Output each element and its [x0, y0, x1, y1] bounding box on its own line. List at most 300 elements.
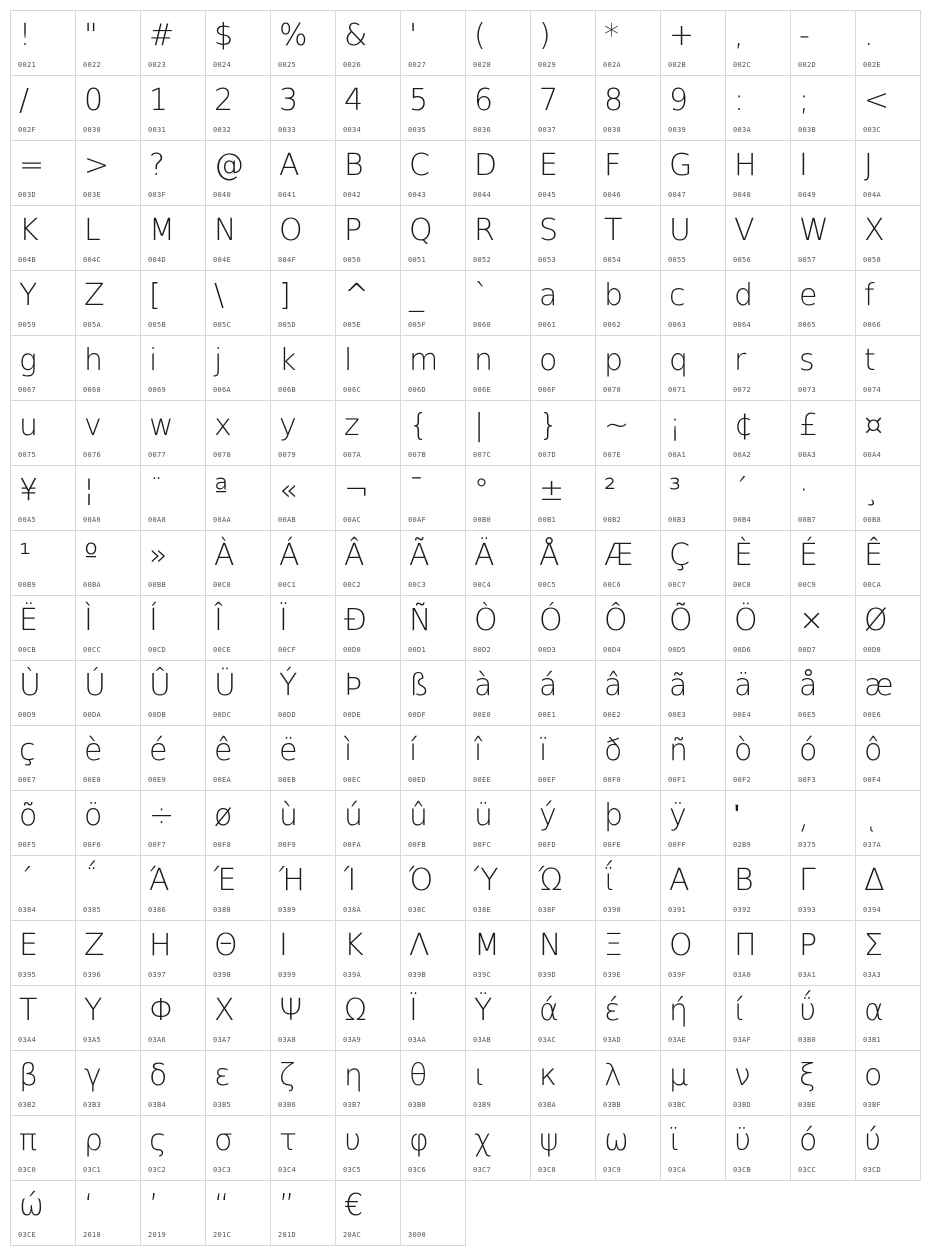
glyph-cell — [531, 336, 596, 401]
glyph-sample: ΄ — [19, 863, 34, 898]
glyph-cell — [336, 76, 401, 141]
glyph-cell — [596, 11, 661, 76]
glyph-sample: A — [279, 148, 300, 183]
codepoint-label: 0078 — [213, 451, 232, 459]
glyph-cell — [401, 336, 466, 401]
codepoint-label: 00E0 — [473, 711, 492, 719]
codepoint-label: 00F5 — [18, 841, 37, 849]
glyph-cell — [141, 271, 206, 336]
codepoint-label: 0057 — [798, 256, 817, 264]
glyph-cell — [596, 271, 661, 336]
codepoint-label: 00A3 — [798, 451, 817, 459]
glyph-cell — [791, 791, 856, 856]
glyph-sample: ε — [214, 1058, 231, 1093]
glyph-cell — [466, 141, 531, 206]
glyph-cell — [76, 336, 141, 401]
codepoint-label: 004A — [863, 191, 882, 199]
glyph-sample: y — [279, 408, 297, 443]
glyph-cell — [531, 1051, 596, 1116]
codepoint-label: 039D — [538, 971, 557, 979]
glyph-cell — [791, 726, 856, 791]
glyph-cell — [661, 531, 726, 596]
glyph-sample: ” — [279, 1188, 295, 1223]
glyph-sample: ξ — [799, 1058, 816, 1093]
glyph-cell — [661, 791, 726, 856]
glyph-cell — [466, 596, 531, 661]
glyph-cell — [661, 76, 726, 141]
glyph-cell — [661, 336, 726, 401]
codepoint-label: 0071 — [668, 386, 687, 394]
glyph-sample: Â — [344, 538, 365, 573]
glyph-sample: Ø — [864, 603, 888, 638]
glyph-sample: Ò — [474, 603, 498, 638]
codepoint-label: 0045 — [538, 191, 557, 199]
glyph-cell — [596, 856, 661, 921]
glyph-cell — [76, 1116, 141, 1181]
glyph-cell — [141, 791, 206, 856]
glyph-cell — [466, 791, 531, 856]
glyph-sample: Δ — [864, 863, 885, 898]
codepoint-label: 00F9 — [278, 841, 297, 849]
codepoint-label: 0070 — [603, 386, 622, 394]
glyph-cell — [141, 856, 206, 921]
codepoint-label: 0076 — [83, 451, 102, 459]
codepoint-label: 0074 — [863, 386, 882, 394]
codepoint-label: 00B2 — [603, 516, 622, 524]
glyph-sample: æ — [864, 668, 894, 703]
codepoint-label: 00A8 — [148, 516, 167, 524]
glyph-cell — [596, 986, 661, 1051]
glyph-sample: θ — [409, 1058, 428, 1093]
glyph-sample: ù — [279, 798, 299, 833]
glyph-cell — [466, 921, 531, 986]
glyph-sample: Ç — [669, 538, 690, 573]
glyph-sample: È — [734, 538, 753, 573]
codepoint-label: 006A — [213, 386, 232, 394]
codepoint-label: 007D — [538, 451, 557, 459]
glyph-sample: S — [539, 213, 559, 248]
glyph-cell — [791, 336, 856, 401]
glyph-sample: Ñ — [409, 603, 432, 638]
codepoint-label: 00D5 — [668, 646, 687, 654]
codepoint-label: 00A2 — [733, 451, 752, 459]
codepoint-label: 03C0 — [18, 1166, 37, 1174]
glyph-cell — [466, 401, 531, 466]
codepoint-label: 0048 — [733, 191, 752, 199]
glyph-sample: λ — [604, 1058, 622, 1093]
codepoint-label: 00DD — [278, 711, 297, 719]
codepoint-label: 00DB — [148, 711, 167, 719]
codepoint-label: 00CB — [18, 646, 37, 654]
glyph-cell — [466, 661, 531, 726]
glyph-sample: ¥ — [19, 473, 39, 508]
codepoint-label: 03A9 — [343, 1036, 362, 1044]
codepoint-label: 03B9 — [473, 1101, 492, 1109]
glyph-sample: Θ — [214, 928, 238, 963]
codepoint-label: 00F0 — [603, 776, 622, 784]
glyph-sample: 1 — [149, 83, 169, 118]
codepoint-label: 005E — [343, 321, 362, 329]
codepoint-label: 0051 — [408, 256, 427, 264]
glyph-cell — [726, 11, 791, 76]
codepoint-label: 006C — [343, 386, 362, 394]
glyph-cell — [466, 11, 531, 76]
glyph-sample: Q — [409, 213, 433, 248]
glyph-sample: ä — [734, 668, 753, 703]
glyph-cell — [661, 466, 726, 531]
glyph-sample: π — [19, 1123, 38, 1158]
glyph-cell — [206, 531, 271, 596]
glyph-cell — [401, 466, 466, 531]
glyph-cell — [141, 661, 206, 726]
codepoint-label: 20AC — [343, 1231, 362, 1239]
codepoint-label: 0073 — [798, 386, 817, 394]
glyph-cell — [401, 401, 466, 466]
glyph-sample: p — [604, 343, 624, 378]
codepoint-label: 006E — [473, 386, 492, 394]
glyph-cell — [726, 791, 791, 856]
glyph-sample: ν — [734, 1058, 751, 1093]
glyph-sample: ð — [604, 733, 623, 768]
glyph-sample: ͺ — [864, 798, 875, 833]
glyph-sample: [ — [149, 278, 161, 313]
codepoint-label: 0039 — [668, 126, 687, 134]
glyph-sample: Ί — [344, 863, 357, 898]
glyph-sample: 6 — [474, 83, 494, 118]
glyph-cell — [336, 921, 401, 986]
glyph-cell — [531, 1116, 596, 1181]
glyph-cell — [76, 531, 141, 596]
glyph-sample: ι — [474, 1058, 486, 1093]
glyph-sample: ¦ — [84, 473, 95, 508]
glyph-sample: j — [214, 343, 223, 378]
codepoint-label: 005D — [278, 321, 297, 329]
codepoint-label: 0023 — [148, 61, 167, 69]
glyph-cell — [401, 11, 466, 76]
glyph-cell — [596, 791, 661, 856]
glyph-sample: W — [799, 213, 829, 248]
glyph-cell — [856, 466, 921, 531]
glyph-sample: Ê — [864, 538, 883, 573]
glyph-cell — [76, 1051, 141, 1116]
glyph-sample: ¨ — [149, 473, 164, 508]
glyph-cell — [791, 921, 856, 986]
glyph-sample: . — [864, 18, 874, 53]
glyph-cell — [791, 76, 856, 141]
codepoint-label: 03B3 — [83, 1101, 102, 1109]
glyph-cell — [531, 401, 596, 466]
glyph-sample: « — [279, 473, 298, 508]
codepoint-label: 003C — [863, 126, 882, 134]
glyph-cell — [401, 76, 466, 141]
glyph-cell — [791, 141, 856, 206]
glyph-sample: = — [19, 148, 45, 183]
glyph-sample: ω — [604, 1123, 630, 1158]
glyph-sample: Å — [539, 538, 560, 573]
codepoint-label: 0038 — [603, 126, 622, 134]
glyph-sample: Σ — [864, 928, 883, 963]
glyph-sample: Ã — [409, 538, 430, 573]
glyph-sample: » — [149, 538, 168, 573]
glyph-sample: X — [864, 213, 885, 248]
glyph-cell — [531, 921, 596, 986]
codepoint-label: 0375 — [798, 841, 817, 849]
glyph-cell — [11, 1051, 76, 1116]
codepoint-label: 00C1 — [278, 581, 297, 589]
glyph-cell — [271, 856, 336, 921]
glyph-sample: Χ — [214, 993, 235, 1028]
glyph-sample: C — [409, 148, 430, 183]
glyph-cell — [336, 726, 401, 791]
glyph-cell — [596, 466, 661, 531]
codepoint-label: 003B — [798, 126, 817, 134]
glyph-sample: “ — [214, 1188, 230, 1223]
glyph-sample: ü — [474, 798, 494, 833]
codepoint-label: 0027 — [408, 61, 427, 69]
glyph-sample: $ — [214, 18, 234, 53]
glyph-sample: ý — [539, 798, 557, 833]
glyph-cell — [141, 596, 206, 661]
glyph-cell — [726, 401, 791, 466]
codepoint-label: 00EB — [278, 776, 297, 784]
codepoint-label: 037A — [863, 841, 882, 849]
codepoint-label: 03C1 — [83, 1166, 102, 1174]
glyph-cell — [141, 466, 206, 531]
glyph-sample: Ϊ — [409, 993, 418, 1028]
glyph-sample: ϋ — [734, 1123, 752, 1158]
glyph-sample: Ϋ — [474, 993, 493, 1028]
codepoint-label: 00F7 — [148, 841, 167, 849]
glyph-cell — [661, 661, 726, 726]
glyph-cell — [596, 336, 661, 401]
glyph-sample: γ — [84, 1058, 102, 1093]
glyph-cell — [856, 271, 921, 336]
codepoint-label: 00AF — [408, 516, 427, 524]
glyph-cell — [401, 791, 466, 856]
codepoint-label: 0049 — [798, 191, 817, 199]
glyph-sample: ο — [864, 1058, 883, 1093]
codepoint-label: 00B1 — [538, 516, 557, 524]
codepoint-label: 0056 — [733, 256, 752, 264]
glyph-sample: s — [799, 343, 815, 378]
glyph-cell — [401, 1051, 466, 1116]
glyph-cell — [531, 856, 596, 921]
glyph-sample: Ύ — [474, 863, 499, 898]
glyph-cell — [791, 466, 856, 531]
glyph-cell — [336, 271, 401, 336]
glyph-cell — [206, 921, 271, 986]
glyph-sample: ς — [149, 1123, 167, 1158]
glyph-sample: Π — [734, 928, 757, 963]
codepoint-label: 002B — [668, 61, 687, 69]
glyph-cell — [726, 986, 791, 1051]
codepoint-label: 03BE — [798, 1101, 817, 1109]
glyph-cell — [856, 1051, 921, 1116]
codepoint-label: 00C8 — [733, 581, 752, 589]
glyph-sample: έ — [604, 993, 621, 1028]
glyph-cell — [141, 76, 206, 141]
codepoint-label: 201D — [278, 1231, 297, 1239]
glyph-cell — [401, 271, 466, 336]
glyph-cell — [466, 1116, 531, 1181]
glyph-sample: Û — [149, 668, 171, 703]
glyph-cell — [336, 206, 401, 271]
glyph-cell — [531, 791, 596, 856]
codepoint-label: 0032 — [213, 126, 232, 134]
glyph-sample: z — [344, 408, 360, 443]
glyph-sample: i — [149, 343, 158, 378]
glyph-cell — [596, 401, 661, 466]
glyph-sample: Γ — [799, 863, 816, 898]
glyph-sample: 3 — [279, 83, 299, 118]
glyph-cell — [141, 206, 206, 271]
glyph-cell — [856, 531, 921, 596]
glyph-sample: q — [669, 343, 689, 378]
glyph-sample: ’ — [149, 1188, 159, 1223]
codepoint-label: 03B5 — [213, 1101, 232, 1109]
codepoint-label: 00F6 — [83, 841, 102, 849]
glyph-sample: Ù — [19, 668, 41, 703]
glyph-cell — [11, 531, 76, 596]
codepoint-label: 00CA — [863, 581, 882, 589]
codepoint-label: 0395 — [18, 971, 37, 979]
glyph-cell — [206, 401, 271, 466]
glyph-cell — [661, 1116, 726, 1181]
glyph-sample: G — [669, 148, 693, 183]
glyph-sample: ΰ — [799, 993, 817, 1028]
codepoint-label: 0391 — [668, 906, 687, 914]
codepoint-label: 00B4 — [733, 516, 752, 524]
glyph-cell — [271, 271, 336, 336]
codepoint-label: 0058 — [863, 256, 882, 264]
codepoint-label: 03CD — [863, 1166, 882, 1174]
glyph-sample: Y — [19, 278, 38, 313]
codepoint-label: 0030 — [83, 126, 102, 134]
glyph-cell — [856, 401, 921, 466]
glyph-cell — [206, 1181, 271, 1246]
glyph-cell — [206, 466, 271, 531]
glyph-sample: € — [344, 1188, 364, 1223]
glyph-cell — [791, 206, 856, 271]
codepoint-label: 00FB — [408, 841, 427, 849]
glyph-cell — [336, 856, 401, 921]
glyph-cell — [76, 986, 141, 1051]
glyph-sample: # — [149, 18, 175, 53]
glyph-sample: ¡ — [669, 408, 682, 443]
codepoint-label: 03C7 — [473, 1166, 492, 1174]
glyph-cell — [726, 856, 791, 921]
glyph-cell — [336, 1116, 401, 1181]
codepoint-label: 00A4 — [863, 451, 882, 459]
glyph-cell — [401, 661, 466, 726]
glyph-sample: Ώ — [539, 863, 564, 898]
glyph-sample: á — [539, 668, 558, 703]
codepoint-label: 006D — [408, 386, 427, 394]
codepoint-label: 03CC — [798, 1166, 817, 1174]
glyph-cell — [11, 596, 76, 661]
glyph-cell — [11, 1116, 76, 1181]
glyph-cell — [206, 1051, 271, 1116]
glyph-sample: ÿ — [669, 798, 687, 833]
glyph-cell — [271, 531, 336, 596]
glyph-cell — [531, 661, 596, 726]
glyph-sample: À — [214, 538, 235, 573]
glyph-sample: Z — [84, 278, 105, 313]
glyph-sample: ^ — [344, 278, 370, 313]
glyph-cell — [466, 986, 531, 1051]
codepoint-label: 00A6 — [83, 516, 102, 524]
codepoint-label: 003D — [18, 191, 37, 199]
glyph-cell — [76, 466, 141, 531]
glyph-sample: O — [279, 213, 303, 248]
glyph-cell — [271, 1051, 336, 1116]
glyph-sample: Ρ — [799, 928, 818, 963]
glyph-sample: { — [409, 408, 429, 443]
glyph-sample: · — [799, 473, 809, 508]
glyph-sample: ï — [539, 733, 548, 768]
glyph-sample: P — [344, 213, 363, 248]
glyph-cell — [661, 401, 726, 466]
glyph-cell — [141, 986, 206, 1051]
codepoint-label: 0394 — [863, 906, 882, 914]
glyph-cell — [466, 726, 531, 791]
glyph-cell — [531, 531, 596, 596]
codepoint-label: 0037 — [538, 126, 557, 134]
glyph-sample: r — [734, 343, 747, 378]
glyph-sample: Ν — [539, 928, 562, 963]
glyph-sample: / — [19, 83, 30, 118]
codepoint-label: 03BD — [733, 1101, 752, 1109]
glyph-sample: ¸ — [864, 473, 879, 508]
glyph-cell — [141, 336, 206, 401]
glyph-cell — [336, 986, 401, 1051]
codepoint-label: 00E1 — [538, 711, 557, 719]
codepoint-label: 03A3 — [863, 971, 882, 979]
glyph-cell — [531, 206, 596, 271]
glyph-sample: ] — [279, 278, 291, 313]
codepoint-label: 00AA — [213, 516, 232, 524]
glyph-sample: ΅ — [84, 863, 99, 898]
glyph-cell — [401, 726, 466, 791]
glyph-cell — [11, 726, 76, 791]
glyph-sample: Ψ — [279, 993, 303, 1028]
codepoint-label: 00A1 — [668, 451, 687, 459]
glyph-sample: J — [864, 148, 873, 183]
glyph-sample: 4 — [344, 83, 364, 118]
glyph-cell — [76, 596, 141, 661]
codepoint-label: 0386 — [148, 906, 167, 914]
glyph-cell — [206, 76, 271, 141]
codepoint-label: 0393 — [798, 906, 817, 914]
codepoint-label: 00E8 — [83, 776, 102, 784]
glyph-sample: Þ — [344, 668, 363, 703]
codepoint-label: 03A5 — [83, 1036, 102, 1044]
codepoint-label: 02B9 — [733, 841, 752, 849]
glyph-sample: ô — [864, 733, 883, 768]
codepoint-label: 006F — [538, 386, 557, 394]
glyph-cell — [206, 206, 271, 271]
glyph-sample: ß — [409, 668, 430, 703]
glyph-cell — [856, 986, 921, 1051]
glyph-sample: é — [149, 733, 168, 768]
codepoint-label: 00AC — [343, 516, 362, 524]
codepoint-label: 038C — [408, 906, 427, 914]
glyph-sample: Ω — [344, 993, 367, 1028]
codepoint-label: 00B0 — [473, 516, 492, 524]
glyph-cell — [401, 141, 466, 206]
codepoint-label: 00D6 — [733, 646, 752, 654]
glyph-cell — [466, 1051, 531, 1116]
